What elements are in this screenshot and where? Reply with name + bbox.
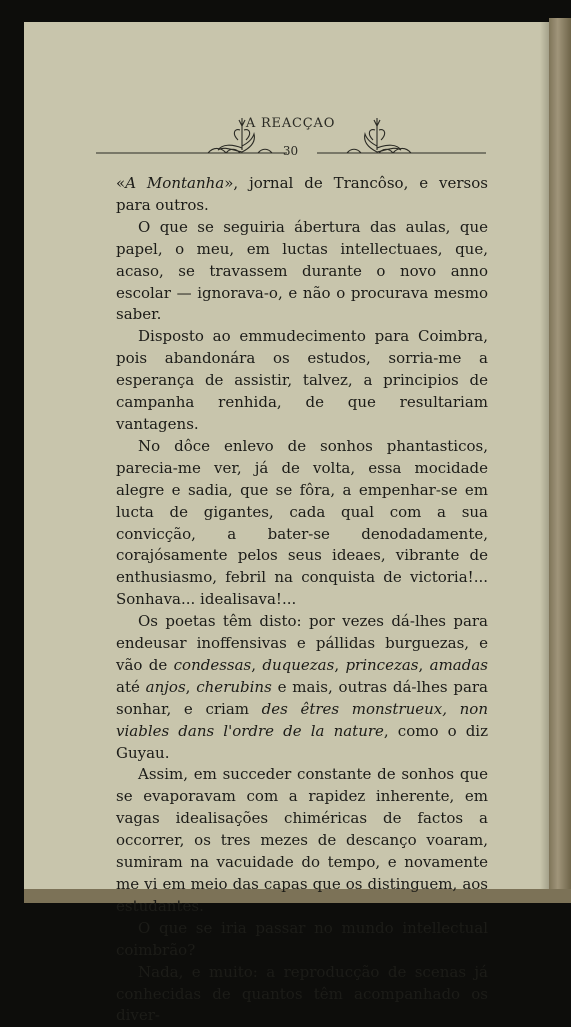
paragraph — [116, 326, 488, 436]
body-text — [116, 173, 488, 1027]
text-run: Disposto ao emmudecimento para Coimbra, pois abandonára os estudos, sorria-me a esperança de assistir, talvez, a principios de campanha renhida, de que resultariam vantagens. — [116, 327, 488, 433]
italic-text: amadas — [429, 655, 488, 674]
text-run: », jornal de Trancôso, e versos para outros. — [116, 174, 488, 214]
text-run: Assim, em succeder constante de sonhos que se evaporavam com a rapidez inherente, em vagas idealisações chiméricas de factos a occorrer, os tres mezes de descanço voaram, sumiram na vacuidade do tempo, e novamente me vi em meio das capas que os distinguem, aos estudantes. — [116, 765, 488, 915]
paragraph — [116, 436, 488, 611]
text-run: Nada, e muito: a reproducção de scenas já conhecidas de quantos têm acompanhado os diver- — [116, 962, 488, 1025]
page-header — [92, 98, 489, 164]
running-title: A REACÇAO — [245, 116, 336, 131]
italic-text: des êtres monstrueux, non viables dans l'ordre de la nature — [116, 699, 488, 740]
text-run: No dôce enlevo de sonhos phantasticos, parecia-me ver, já de volta, essa mocidade alegre e sadia, que se fôra, a empenhar-se em lucta de gigantes, cada qual com a sua convicção, a bater-se denodadamente, corajósamente pelos seus ideaes, vibrante de enthusiasmo, febril na conquista de victoria!... Sonhava... idealisava!... — [116, 436, 488, 609]
text-run: O que se seguiria ábertura das aulas, que papel, o meu, em luctas intellectuaes, que, acaso, se travassem durante o novo anno escolar — ignorava-o, e não o procurava mesmo saber. — [116, 217, 488, 324]
text-run: e mais, outras dá-lhes para sonhar, e criam — [116, 677, 488, 718]
paragraph — [116, 962, 488, 1027]
text-run: Os poetas têm disto: por vezes dá-lhes para endeusar inoffensivas e pállidas burguezas, e vão de — [116, 612, 488, 674]
paragraph — [116, 918, 488, 962]
paragraph — [116, 173, 488, 217]
text-run: , — [185, 677, 197, 696]
italic-text: princezas — [345, 655, 419, 674]
italic-text: condessas — [173, 655, 252, 674]
paragraph — [116, 764, 488, 917]
text-run: , — [334, 655, 346, 674]
book-spine — [549, 18, 571, 903]
paragraph — [116, 611, 488, 764]
italic-text: cherubins — [196, 677, 272, 696]
text-run: « — [116, 174, 126, 192]
text-run: até — [116, 677, 146, 696]
italic-text: duquezas — [262, 655, 335, 674]
italic-text: A Montanha — [125, 174, 225, 192]
page-number: 30 — [282, 144, 299, 158]
text-run: , — [418, 655, 430, 674]
text-run: , como o diz Guyau. — [116, 721, 489, 762]
paragraph — [116, 217, 488, 327]
italic-text: anjos — [145, 677, 186, 696]
text-run: O que se iria passar no mundo intellectual coimbrão? — [116, 918, 488, 959]
text-run: , — [251, 655, 263, 674]
